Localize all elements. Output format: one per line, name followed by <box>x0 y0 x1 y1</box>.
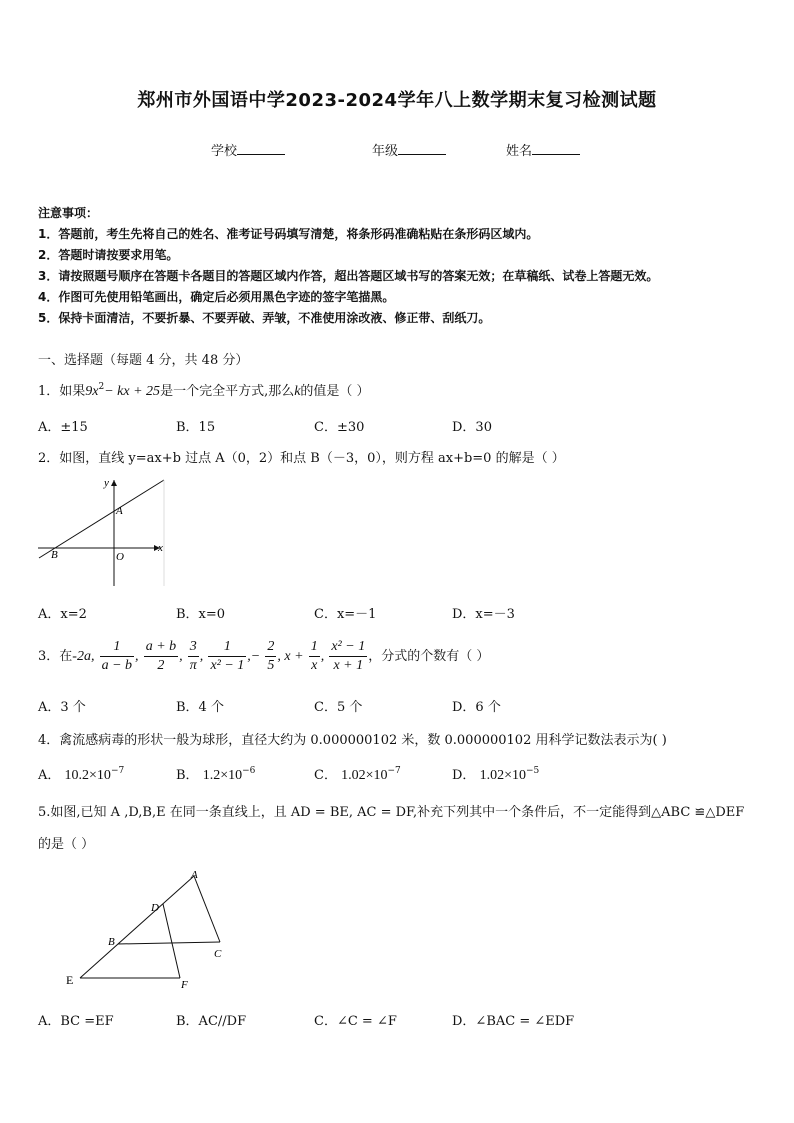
question-4: 4．禽流感病毒的形状一般为球形，直径大约为 0.000000102 米，数 0.000000102 用科学记数法表示为( ) <box>38 733 667 748</box>
q3-x-plus: , x + <box>277 649 304 664</box>
q3-suffix: ，分式的个数有（ ） <box>368 649 490 664</box>
name-label: 姓名 <box>506 144 533 159</box>
name-field[interactable] <box>506 140 580 159</box>
q2-figure <box>36 474 168 590</box>
q3-option-d[interactable]: D．6 个 <box>452 700 501 715</box>
q5-option-b[interactable]: B．AC//DF <box>176 1014 247 1029</box>
q3-fraction-1: $\frac{1}{a - b}$ <box>101 639 133 673</box>
point-a-label: A <box>116 505 123 517</box>
q1-exponent: 2 <box>98 382 105 392</box>
segment-bc <box>118 942 220 944</box>
segment-df <box>163 904 180 978</box>
point-b-label: B <box>51 549 58 561</box>
q2-option-c[interactable]: C．x=－1 <box>314 607 377 622</box>
note-item: 2．答题时请按要求用笔。 <box>38 248 179 262</box>
label-d: D <box>151 902 159 914</box>
q3-fraction-5: $\frac{2}{5}$ <box>267 639 275 673</box>
q5-option-c[interactable]: C．∠C = ∠F <box>314 1014 397 1029</box>
grade-label: 年级 <box>372 144 399 159</box>
q5-figure <box>60 866 240 996</box>
school-label: 学校 <box>211 144 238 159</box>
q3-option-c[interactable]: C．5 个 <box>314 700 363 715</box>
label-a: A <box>191 869 198 881</box>
q1-var: k <box>294 384 301 399</box>
q1-suffix-b: 的值是（ ） <box>300 384 370 399</box>
q3-term-1: -2a, <box>72 649 95 664</box>
q1-expr-b: − kx + 25 <box>104 384 161 399</box>
question-5-line-2: 的是（ ） <box>38 837 95 852</box>
q5-option-d[interactable]: D．∠BAC = ∠EDF <box>452 1014 575 1029</box>
q3-fraction-2: $\frac{a + b}{2}$ <box>145 639 177 673</box>
origin-label: O <box>116 551 124 563</box>
q4-option-b[interactable]: B． $1.2\times 10^{-6}$ <box>176 766 256 783</box>
q5-option-a[interactable]: A．BC =EF <box>38 1014 114 1029</box>
section-heading: 一、选择题（每题 4 分，共 48 分） <box>38 353 249 368</box>
question-2: 2．如图，直线 y=ax+b 过点 A（0，2）和点 B（－3，0），则方程 ax+b=0 的解是（ ） <box>38 451 565 466</box>
school-blank[interactable] <box>237 142 285 155</box>
q1-suffix-a: 是一个完全平方式,那么 <box>160 384 295 399</box>
q3-option-b[interactable]: B．4 个 <box>176 700 224 715</box>
q1-option-d[interactable]: D．30 <box>452 420 492 435</box>
q3-prefix: 3．在 <box>38 649 73 664</box>
label-b: B <box>108 936 115 948</box>
name-blank[interactable] <box>532 142 580 155</box>
q3-neg: ,− <box>247 649 261 664</box>
note-item: 1．答题前，考生先将自己的姓名、准考证号码填写清楚，将条形码准确粘贴在条形码区域内。 <box>38 227 539 241</box>
segment-ac <box>194 876 220 942</box>
school-field[interactable] <box>211 140 285 159</box>
q2-option-a[interactable]: A．x=2 <box>38 607 87 622</box>
q4-option-c[interactable]: C． $1.02\times 10^{-7}$ <box>314 766 401 783</box>
q2-option-d[interactable]: D．x=－3 <box>452 607 515 622</box>
q1-option-b[interactable]: B．15 <box>176 420 216 435</box>
page-title: 郑州市外国语中学2023-2024学年八上数学期末复习检测试题 <box>137 90 657 111</box>
q2-option-b[interactable]: B．x=0 <box>176 607 226 622</box>
q1-expr-a: 9x <box>85 384 99 399</box>
notes-block <box>38 203 658 329</box>
note-item: 4．作图可先使用铅笔画出，确定后必须用黑色字迹的签字笔描黑。 <box>38 290 395 304</box>
label-e: E <box>66 973 74 987</box>
notes-heading: 注意事项： <box>38 206 99 220</box>
q3-fraction-7: $\frac{\text{x² − 1}}{x + 1}$ <box>331 639 366 673</box>
q3-fraction-4: $\frac{1}{\text{x² − 1}}$ <box>210 639 245 673</box>
grade-field[interactable] <box>372 140 446 159</box>
q3-option-a[interactable]: A．3 个 <box>38 700 86 715</box>
q1-prefix: 1．如果 <box>38 384 86 399</box>
grade-blank[interactable] <box>398 142 446 155</box>
q1-option-a[interactable]: A．±15 <box>38 420 88 435</box>
label-f: F <box>181 979 188 991</box>
note-item: 3．请按照题号顺序在答题卡各题目的答题区域内作答，超出答题区域书写的答案无效；在草稿纸、试卷上答题无效。 <box>38 269 659 283</box>
question-3: 3．在-2a, $\frac{1}{a - b}$ , $\frac{a + b}{2}$ , $\frac{3}{\pi}$ , $\frac{1}{\text{x² − 1}}$ ,− $\frac{2}{5}$ , x + $\frac{1}{x}$ , $\frac{\text{x² − 1}}{x + 1}$ ，分式的个数有（ ） <box>38 639 490 673</box>
question-5-line-1: 5.如图,已知 A ,D,B,E 在同一条直线上，且 AD = BE, AC = DF,补充下列其中一个条件后，不一定能得到△ABC ≌△DEF <box>38 805 745 820</box>
question-1 <box>38 380 370 400</box>
line-ab <box>39 480 164 558</box>
y-label: y <box>104 477 109 489</box>
y-axis-arrow <box>111 480 117 486</box>
q4-option-a[interactable]: A． $10.2\times 10^{-7}$ <box>38 766 125 783</box>
q4-option-d[interactable]: D． $1.02\times 10^{-5}$ <box>452 766 540 783</box>
q3-fraction-3: $\frac{3}{\pi}$ <box>189 639 197 673</box>
label-c: C <box>214 948 222 960</box>
note-item: 5．保持卡面清洁，不要折暴、不要弄破、弄皱，不准使用涂改液、修正带、刮纸刀。 <box>38 311 491 325</box>
q3-fraction-6: $\frac{1}{x}$ <box>310 639 318 673</box>
x-label: x <box>158 542 163 554</box>
q1-option-c[interactable]: C．±30 <box>314 420 365 435</box>
